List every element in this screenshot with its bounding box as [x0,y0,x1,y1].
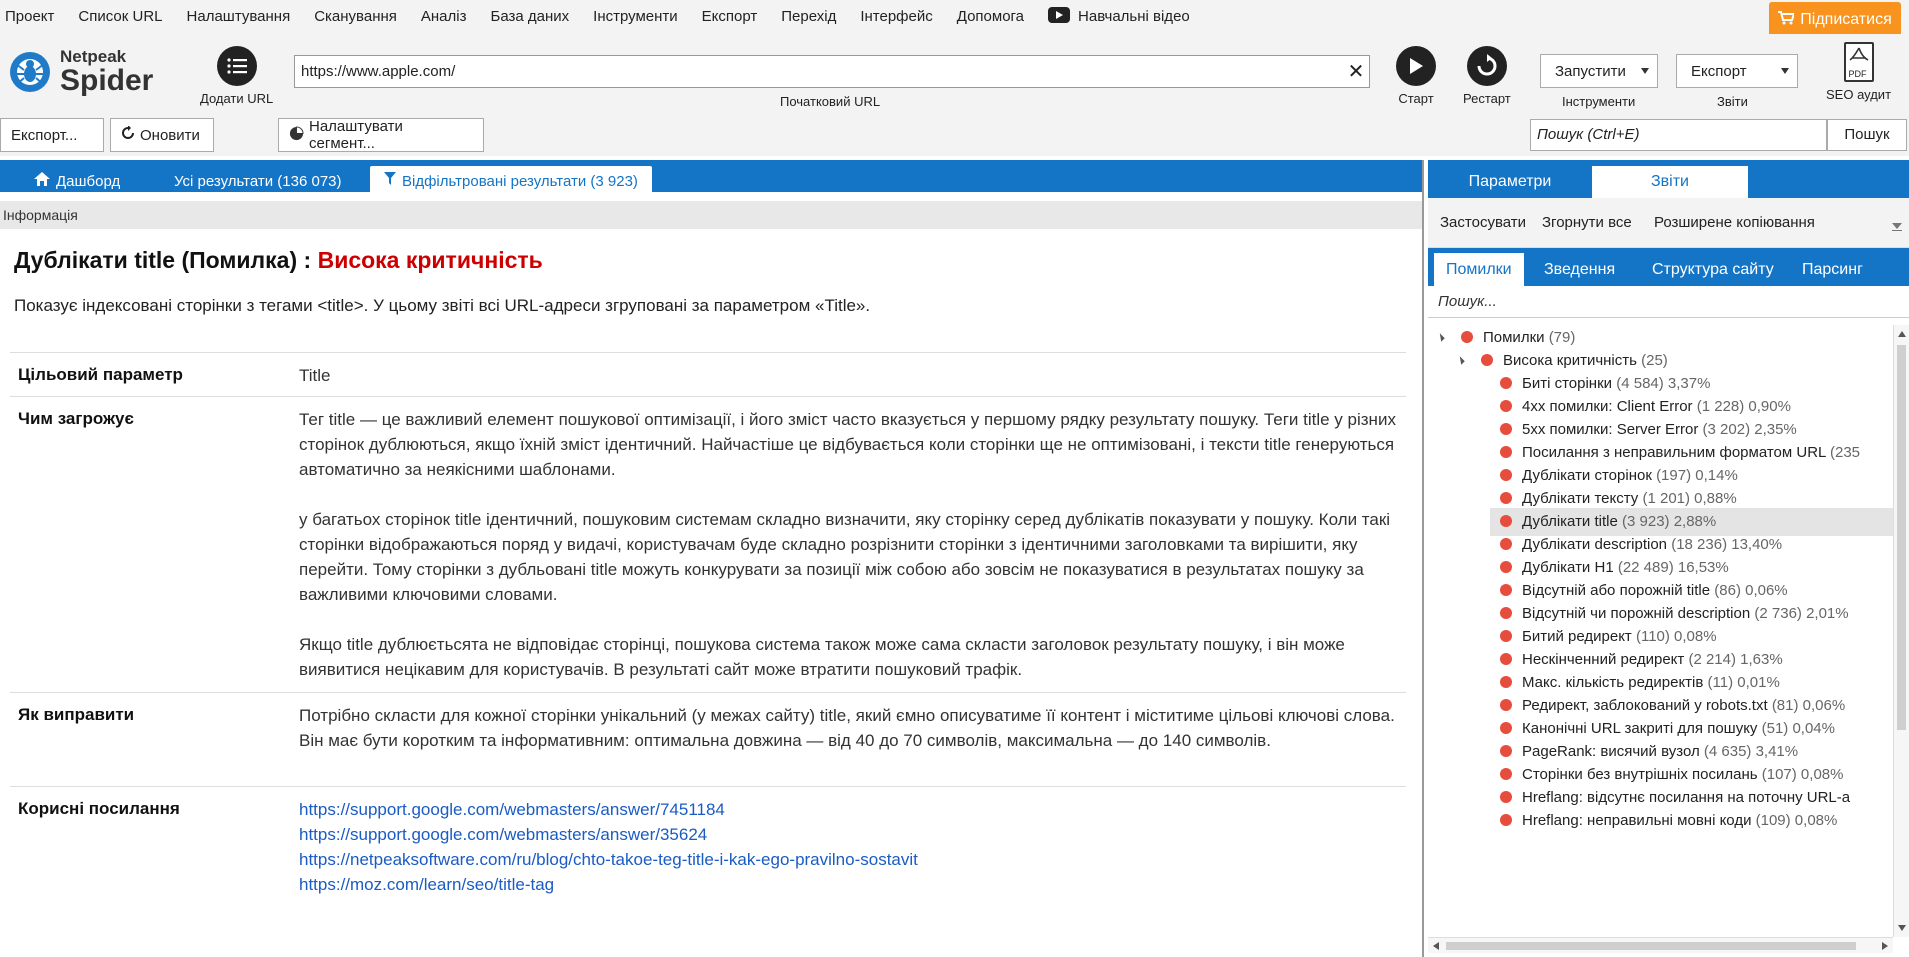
error-dot-icon [1500,423,1512,435]
tree-item-count: (22 489) 16,53% [1617,559,1729,576]
tab-errors[interactable]: Помилки [1434,253,1524,286]
segment-button-label: Налаштувати сегмент... [309,118,403,152]
chevron-down-icon [1641,68,1649,74]
threat-paragraph: у багатьох сторінок title ідентичний, пошуковим системам складно визначити, яку сторінку серед дублікатів показувати у пошуку. Коли такі сторінки відображаються поряд у видачі, користувачам буде складно розрізнити сторінки з ідентичними заголовками та вирішити, яку перейти. Тому сторінки з дубльовані title можуть конкурувати за позиції між собою або зовсім не показуватися в результатах пошуку за важливими ключовими словами. [299,510,1391,604]
export-button-label: Експорт... [11,126,78,144]
tree-item-count: (81) 0,06% [1771,697,1846,714]
brand-line2: Spider [60,64,154,97]
youtube-icon [1048,7,1070,23]
menu-help[interactable]: Допомога [956,8,1025,25]
sidebar-tabs [1428,160,1909,198]
tree-item-label: Биті сторінки [1522,375,1613,392]
error-dot-icon [1500,400,1512,412]
reports-label: Звіти [1717,94,1748,109]
row-target-parameter [10,352,1406,388]
restart-icon [1467,46,1507,86]
report-info-panel [0,229,1422,957]
row-how-to-fix [10,692,1406,788]
refresh-button-label: Оновити [140,126,200,144]
tab-parsing[interactable]: Парсинг [1802,261,1863,278]
scroll-right-icon[interactable] [1882,942,1888,950]
cart-icon [1778,11,1794,30]
secondary-toolbar [0,114,1909,156]
tab-site-structure[interactable]: Структура сайту [1652,261,1774,278]
play-icon [1396,46,1436,86]
tree-item-label: Битий редирект [1522,628,1632,645]
export-button[interactable] [0,118,104,152]
subscribe-label: Підписатися [1800,11,1892,28]
tab-all-results[interactable]: Усі результати (136 073) [174,172,342,190]
severity-label: Висока критичність [317,247,543,273]
scroll-left-icon[interactable] [1433,942,1439,950]
tree-item-label: Дублікати сторінок [1522,467,1652,484]
tree-item-count: (11) 0,01% [1707,674,1780,691]
report-title-text: Дублікати title (Помилка) : [14,247,318,273]
expand-arrow-icon[interactable] [1436,333,1444,341]
pdf-label: PDF [1848,69,1867,79]
error-dot-icon [1500,584,1512,596]
error-dot-icon [1500,607,1512,619]
tree-item-count: (1 228) 0,90% [1696,398,1791,415]
error-dot-icon [1500,699,1512,711]
tree-item-label: Відсутній або порожній title [1522,582,1711,599]
start-button[interactable] [1396,46,1436,106]
pie-chart-icon [289,126,304,145]
error-dot-icon [1500,745,1512,757]
configure-segment-button[interactable] [278,118,484,152]
tree-item-label: Дублікати тексту [1522,490,1639,507]
threat-paragraph: Якщо title дублюєтьсята не відповідає сторінці, пошукова система також може сама скласти заголовок результату пошуку, і він може виявитися нецікавим для користувачів. В результаті сайт може втратити пошуковий трафік. [299,635,1345,679]
tab-filtered-label: Відфільтровані результати (3 923) [402,172,638,190]
spider-logo-icon [8,50,52,94]
threat-paragraph: Тег title — це важливий елемент пошукової оптимізації, і його зміст часто вказується у першому рядку результату пошуку. Теги title у різних сторінок дублюються, якщо їхній зміст ідентичний. Найчастіше це відбувається коли сторінки ще не оптимізовані, і тексти title генеруються автоматично за неякісними шаблонами. [299,410,1396,479]
tree-item-label: Помилки [1483,329,1545,346]
tree-item-count: (235 [1830,444,1861,461]
subscribe-button[interactable] [1769,2,1901,38]
useful-link[interactable]: https://support.google.com/webmasters/answer/35624 [299,825,708,844]
menu-tutorial-videos[interactable] [1036,0,1202,34]
menu-navigate[interactable]: Перехід [781,8,837,25]
filter-icon [384,172,396,190]
tree-item-count: (2 214) 1,63% [1688,651,1783,668]
menu-database[interactable]: База даних [490,8,570,25]
refresh-icon [121,126,135,144]
error-dot-icon [1500,469,1512,481]
tree-item-count: (4 635) 3,41% [1703,743,1799,760]
target-parameter-value: Title [299,366,331,385]
url-input[interactable] [295,57,1343,87]
run-dropdown-value: Запустити [1555,62,1626,80]
tree-item-count: (109) 0,08% [1755,812,1838,829]
tree-item-count: (86) 0,06% [1714,582,1788,599]
tree-item-count: (107) 0,08% [1761,766,1844,783]
tree-item-label: Дублікати description [1522,536,1668,553]
tree-item[interactable] [1428,807,1894,835]
row-threat [10,396,1406,679]
scroll-down-icon[interactable] [1898,925,1906,931]
error-dot-icon [1500,814,1512,826]
report-category-tabs [1428,248,1909,286]
export-dropdown-value: Експорт [1691,62,1747,80]
error-dot-icon [1500,791,1512,803]
tree-item-label: Канонічні URL закриті для пошуку [1522,720,1758,737]
results-tabs [0,160,1422,192]
list-icon [217,46,257,86]
tree-item-label: Дублікати H1 [1522,559,1614,576]
error-dot-icon [1500,446,1512,458]
seo-audit-label: SEO аудит [1826,87,1892,102]
row-useful-links [10,786,1406,906]
export-dropdown[interactable] [1676,54,1798,88]
reports-sidebar [1428,160,1909,957]
useful-link[interactable]: https://moz.com/learn/seo/title-tag [299,875,555,894]
tree-item-label: Hreflang: відсутнє посилання на поточну URL-a [1522,789,1851,806]
report-title [14,247,543,274]
menu-bar [0,0,1909,34]
error-dot-icon [1500,653,1512,665]
threat-text [299,407,1404,682]
info-panel-header: Інформація [0,201,1422,229]
useful-link[interactable]: https://netpeaksoftware.com/ru/blog/chto-takoe-teg-title-i-kak-ego-pravilno-sostavit [299,850,918,869]
useful-links [299,797,1404,897]
home-icon [34,172,50,190]
seo-audit-button[interactable] [1826,42,1891,102]
menu-interface[interactable]: Інтерфейс [860,8,933,25]
expand-arrow-icon[interactable] [1456,356,1464,364]
brand-line1: Netpeak [60,47,127,66]
error-dot-icon [1500,722,1512,734]
tree-item-count: (25) [1641,352,1668,369]
tree-item-label: Висока критичність [1503,352,1637,369]
app-logo [8,48,153,96]
add-url-label: Додати URL [200,91,274,106]
apply-button[interactable]: Застосувати [1440,214,1527,231]
tree-item-label: Посилання з неправильним форматом URL [1522,444,1826,461]
error-dot-icon [1500,630,1512,642]
start-label: Старт [1398,91,1434,106]
scroll-up-icon[interactable] [1898,331,1906,337]
error-dot-icon [1461,331,1473,343]
tree-item-count: (2 736) 2,01% [1754,605,1849,622]
clear-icon[interactable]: ✕ [1347,61,1365,83]
menu-export[interactable]: Експорт [701,8,758,25]
reports-tree [1428,324,1894,934]
tab-reports[interactable]: Звіти [1592,166,1748,198]
tab-parameters[interactable]: Параметри [1468,173,1552,190]
tab-dashboard[interactable] [20,166,134,192]
sidebar-actions [1428,198,1909,248]
tree-item-label: 4xx помилки: Client Error [1522,398,1693,415]
fix-text: Потрібно скласти для кожної сторінки унікальний (у межах сайту) title, який ємно описуватиме її контент і міститиме цільові ключові слова. Він має бути коротким та інформативним: оптимальна довжина — від 40 до 70 символів, максимальна — до 140 символів. [299,706,1395,750]
tree-item-count: (197) 0,14% [1656,467,1738,484]
tree-item-label: Дублікати title [1522,513,1618,530]
fix-label: Як виправити [18,705,135,724]
tab-filtered-results[interactable] [370,166,652,192]
menu-project[interactable]: Проект [5,8,55,25]
threat-label: Чим загрожує [18,409,134,428]
menu-tools[interactable]: Інструменти [593,8,678,25]
toolbar [0,34,1909,114]
tree-item-label: Відсутній чи порожній description [1522,605,1751,622]
useful-links-label: Корисні посилання [18,799,180,818]
search-button[interactable]: Пошук [1827,119,1907,151]
error-dot-icon [1481,354,1493,366]
chevron-down-icon [1781,68,1789,74]
menu-crawling[interactable]: Сканування [314,8,397,25]
error-dot-icon [1500,561,1512,573]
tree-item-label: PageRank: висячий вузол [1522,743,1700,760]
menu-url-list[interactable]: Список URL [78,8,163,25]
url-field-label: Початковий URL [780,94,881,109]
error-dot-icon [1500,538,1512,550]
tree-item-count: (3 923) 2,88% [1622,513,1717,530]
error-dot-icon [1500,676,1512,688]
error-dot-icon [1500,492,1512,504]
error-dot-icon [1500,515,1512,527]
target-parameter-label: Цільовий параметр [18,365,183,384]
error-dot-icon [1500,768,1512,780]
tree-item-count: (110) 0,08% [1635,628,1717,645]
restart-button[interactable] [1463,46,1511,106]
tree-item-count: (1 201) 0,88% [1642,490,1737,507]
tree-item-count: (51) 0,04% [1761,720,1835,737]
tree-item-label: Нескінченний редирект [1522,651,1685,668]
tools-label: Інструменти [1562,94,1636,109]
useful-link[interactable]: https://support.google.com/webmasters/answer/7451184 [299,800,725,819]
tree-item-label: Редирект, заблокований у robots.txt [1522,697,1768,714]
menu-settings[interactable]: Налаштування [186,8,291,25]
tree-item-count: (3 202) 2,35% [1702,421,1797,438]
pdf-icon [1844,42,1874,82]
report-description: Показує індексовані сторінки з тегами <title>. У цьому звіті всі URL-адреси згруповані за параметром «Title». [14,296,871,315]
tree-item-count: (4 584) 3,37% [1616,375,1711,392]
restart-label: Рестарт [1463,91,1511,106]
error-dot-icon [1500,377,1512,389]
tree-item-label: Сторінки без внутрішніх посилань [1522,766,1758,783]
tab-dashboard-label: Дашборд [56,172,121,190]
tab-summary[interactable]: Зведення [1544,261,1616,278]
url-field[interactable] [294,55,1370,88]
run-dropdown[interactable] [1540,54,1658,88]
tree-vertical-scrollbar[interactable] [1893,325,1909,937]
scrollbar-thumb[interactable] [1446,942,1856,950]
tree-search-input[interactable]: Пошук... [1428,286,1909,318]
tree-item-label: Макс. кількість редиректів [1522,674,1704,691]
search-input[interactable]: Пошук (Ctrl+E) [1530,119,1827,151]
refresh-button[interactable] [110,118,214,152]
menu-video-label: Навчальні відео [1078,8,1190,25]
add-url-button[interactable] [200,46,273,106]
scrollbar-thumb[interactable] [1897,345,1906,730]
tree-item-label: 5xx помилки: Server Error [1522,421,1699,438]
menu-analysis[interactable]: Аналіз [420,8,467,25]
dropdown-arrow-icon[interactable] [1892,218,1902,235]
pane-splitter[interactable] [1422,160,1424,957]
advanced-copy-button[interactable]: Розширене копіювання [1654,214,1815,231]
tree-item-label: Hreflang: неправильні мовні коди [1522,812,1752,829]
tree-horizontal-scrollbar[interactable] [1428,937,1893,953]
collapse-all-button[interactable]: Згорнути все [1542,214,1632,231]
tree-item-count: (79) [1548,329,1576,346]
tree-item-count: (18 236) 13,40% [1671,536,1783,553]
